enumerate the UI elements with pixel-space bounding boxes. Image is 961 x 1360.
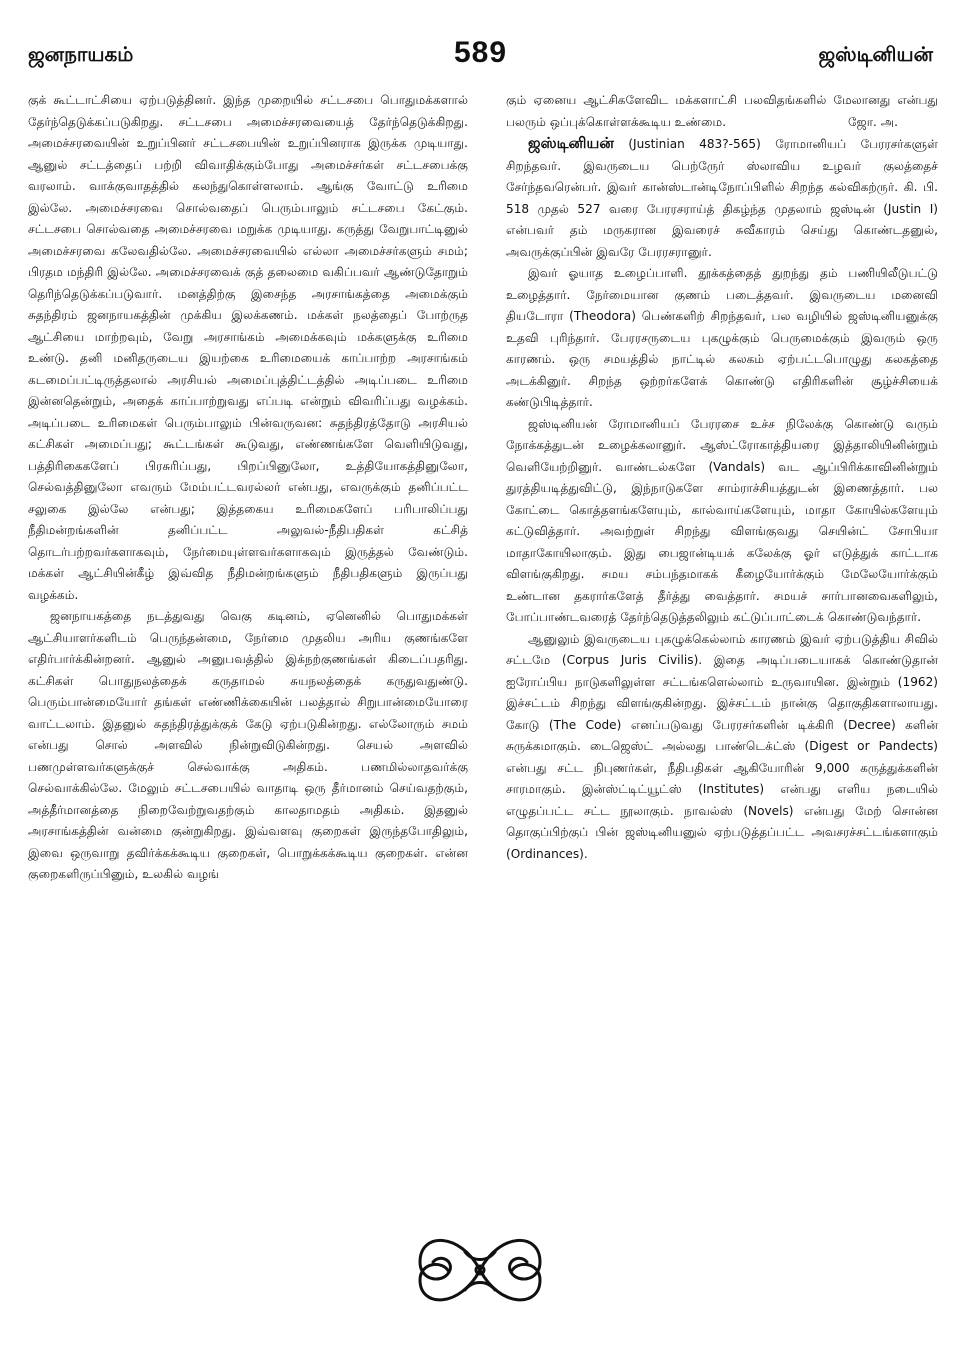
left-column [28,90,468,886]
right-lead-paragraph: கும் ஏனைய ஆட்சிகளேவிட மக்களாட்சி பலவிதங்களில் மேலானது என்பது பலரும் ஒப்புக்கொள்ளக்கூடிய உண்மை. [506,93,938,129]
left-paragraph-1: குக் கூட்டாட்சியை ஏற்படுத்தினர். இந்த முறையில் சட்டசபை பொதுமக்களால் தேர்ந்தெடுக்கப்படுகிறது. சட்டசபை அமைச்சரவையைத் தேர்ந்தெடுக்கிறது. அமைச்சரவையின் உறுப்பினர் சட்டசபையின் உறுப்பினராக இருக்க முடியாது. ஆனுல் சட்டத்தைப் பற்றி விவாதிக்கும்போது அமைச்சர்கள் சட்டசபைக்கு வரலாம். வாக்குவாதத்தில் கலந்துகொள்ளலாம். ஆங்கு வோட்டு உரிமை இல்லே. அமைச்சரவை சொல்வதைப் பெரும்பாலும் சட்டசபை கேட்கும். சட்டசபை சொல்வதை அமைச்சரவை மறுக்க முடியாது. கருத்து வேறுபாட்டினுல் அமைச்சரவை கலேவதில்லே. அமைச்சரவையில் எல்லா அமைச்சர்களும் சமம்; பிரதம மந்திரி இல்லே. அமைச்சரவைக் குத் தலைமை வகிப்பவர் ஆண்டுதோறும் தெரிந்தெடுக்கப்படுவார். மனத்திற்கு இசைந்த அரசாங்கத்தை அமைக்கும் சுதந்திரம் ஜனநாயகத்தின் முக்கிய இலக்கணம். மக்கள் நலத்தைப் போற்ருத ஆட்சியை மாற்றவும், வேறு அரசாங்கம் அமைக்கவும் மக்களுக்கு உரிமை உண்டு. தனி மனிதருடைய இயற்கை உரிமையைக் காப்பாற்ற அரசாங்கம் கடமைப்பட்டிருத்தலால் அரசியல் அமைப்புத்திட்டத்தில் அடிப்படை உரிமை இன்னதென்றும், அதைக் காப்பாற்றுவது எப்படி என்றும் விவரிப்பது வழக்கம். அடிப்படை உரிமைகள் பெரும்பாலும் பின்வருவன: சுதந்திரத்தோடு அரசியல் கட்சிகள் அமைப்பது; கூட்டங்கள் கூடுவது, எண்ணங்களே வெளியிடுவது, பத்திரிகைகளேப் பிரசுரிப்பது, பிறப்பினுலோ, உத்தியோகத்தினுலோ, செல்வத்தினுலோ எவரும் மேம்பட்டவரல்லர் என்பது, எவருக்கும் தனிப்பட்ட சலுகை இல்லே என்பது; இத்தகைய உரிமைகளேப் பரிபாலிப்பது நீதிமன்றங்களின் தனிப்பட்ட அலுவல்-நீதிபதிகள் கட்சித் தொடர்பற்றவர்களாகவும், நேர்மையுள்ளவர்களாகவும் இருத்தல் வேண்டும். மக்கள் ஆட்சியின்கீழ் இவ்வித நீதிமன்றங்களும் நீதிபதிகளும் இருப்பது வழக்கம். [28,93,468,602]
page-number: 589 [453,36,508,69]
left-paragraph-2: ஜனநாயகத்தை நடத்துவது வெகு கடினம், ஏனெனில் பொதுமக்கள் ஆட்சியாளர்களிடம் பெருந்தன்மை, நேர்மை முதலிய அரிய குணங்களே எதிர்பார்க்கின்றனர். ஆனுல் அனுபவத்தில் இக்நற்குணங்கள் கிடைப்பதரிது. கட்சிகள் பொதுநலத்தைக் கருதாமல் சுயநலத்தைக் கருதுவதுண்டு. பெரும்பான்மையோர் தங்கள் எண்ணிக்கையின் பலத்தால் சிறுபான்மையோரை வாட்டலாம். இதனுல் சுதந்திரத்துக்குக் கேடு ஏற்படுகின்றது. எல்லோரும் சமம் என்பது சொல் அளவில் நின்றுவிடுகின்றது. செயல் அளவில் பணமுள்ளவர்களுக்குச் செல்வாக்கு அதிகம். பணமில்லாதவர்க்கு செல்வாக்கில்லே. மேலும் சட்டசபையில் வாதாடி ஒரு தீர்மானம் செய்வதற்கும், அத்தீர்மானத்தை நிறைவேற்றுவதற்கும் காலதாமதம் அதிகம். இதனுல் அரசாங்கத்தின் வன்மை குன்றுகிறது. இவ்வளவு குறைகள் இருந்தபோதிலும், இவை ஒருவாறு தவிர்க்கக்கூடிய குறைகள், பொறுக்கக்கூடிய குறைகள். என்ன குறைகளிருப்பினும், உலகில் வழங் [28,609,468,881]
running-head [28,36,933,80]
author-signature: ஜோ. அ. [848,114,898,129]
right-paragraph-1: இவர் ஓயாத உழைப்பாளி. தூக்கத்தைத் துறந்து தம் பணியிலீடுபட்டு உழைத்தார். நேர்மையான குணம் படைத்தவர். இவருடைய மனைவி தியடோரா (Theodora) பெண்களிற் சிறந்தவர், பல வழியில் ஜஸ்டினியனுக்கு உதவி புரிந்தார். பேரரசருடைய புகழுக்கும் பெருமைக்கும் இவரும் ஒரு காரணம். ஒரு சமயத்தில் நாட்டில் கலகம் ஏற்பட்டபொழுது கலகத்தை அடக்கினுர். சிறந்த ஒற்றர்களேக் கொண்டு எதிரிகளின் சூழ்ச்சியைக் கண்டுபிடித்தார். [506,266,938,409]
header-left-title: ஜனநாயகம் [28,42,134,66]
end-ornament-icon [405,1222,555,1318]
entry-paragraph [506,133,938,263]
header-right-title: ஜஸ்டினியன் [818,42,933,66]
entry-paragraph-text: (Justinian 483?-565) ரோமானியப் பேரரசர்களுள் சிறந்தவர். இவருடைய பெற்ருேர் ஸ்லாவிய உழவர் குலத்தைச் சேர்ந்தவரென்பர். இவர் கான்ஸ்டான்டிநோப்பிளில் சிறந்த கல்விகற்ருர். கி. பி. 518 முதல் 527 வரை பேரரசராய்த் திகழ்ந்த முதலாம் ஜஸ்டின் (Justin I) என்பவர் தம் மருகரான இவரைச் சுவீகாரம் செய்து கொண்டதனுல், அவருக்குப்பின் இவரே பேரரசரானுர். [506,137,938,259]
right-column [506,90,938,865]
right-paragraph-2: ஜஸ்டினியன் ரோமானியப் பேரரசை உச்ச நிலேக்கு கொண்டு வரும் நோக்கத்துடன் உழைக்கலானுர். ஆஸ்ட்ரோகாத்தியரை இத்தாலியினின்றும் வெளியேற்றினுர். வாண்டல்களே (Vandals) வட ஆப்பிரிக்காவினின்றும் துரத்தியடித்துவிட்டு, இந்நாடுகளே சாம்ராச்சியத்துடன் இணைத்தார். பல கோட்டை கொத்தளங்களேயும், கால்வாய்களேயும், மாதா கோயில்களேயும் கட்டுவித்தார். அவற்றுள் சிறந்து விளங்குவது செயின்ட் சோபியா மாதாகோயிலாகும். இது பைஜான்டியக் கலேக்கு ஓர் எடுத்துக் காட்டாக விளங்குகிறது. சமய சம்பந்தமாகக் கீழையோர்க்கும் மேலேயோர்க்கும் உண்டான தகரார்களேத் தீர்த்து வைத்தார். சமயச் சார்பானவைகளிலும், போப்பாண்டவரைத் தேர்ந்தெடுத்தலிலும் கட்டுப்பாட்டைக் கொண்டுவந்தார். [506,416,938,624]
right-paragraph-3: ஆனுலும் இவருடைய புகழுக்கெல்லாம் காரணம் இவர் ஏற்படுத்திய சிவில் சட்டமே (Corpus Juris Civilis). இதை அடிப்படையாகக் கொண்டுதான் ஐரோப்பிய நாடுகளிலுள்ள சட்டங்களெல்லாம் உருவாயின. இன்றும் (1962) இச்சட்டம் சிறந்து விளங்குகின்றது. இச்சட்டம் நான்கு தொகுதிகளாலாயது. கோடு (The Code) எனப்படுவது பேரரசர்களின் டிக்கிரி (Decree) களின் சுருக்கமாகும். டைஜெஸ்ட் அல்லது பாண்டெக்ட்ஸ் (Digest or Pandects) என்பது சட்ட நிபுணர்கள், நீதிபதிகள் ஆகியோரின் 9,000 கருத்துக்களின் சாரமாகும். இன்ஸ்ட்டிட்யூட்ஸ் (Institutes) என்பது எளிய நடையில் எழுதப்பட்ட சட்ட நூலாகும். நாவல்ஸ் (Novels) என்பது மேற் சொன்ன தொகுப்பிற்குப் பின் ஜஸ்டினியனுல் ஏற்படுத்தப்பட்ட அவசரச்சட்டங்களாகும் (Ordinances). [506,631,938,861]
entry-title: ஜஸ்டினியன் [528,134,614,152]
